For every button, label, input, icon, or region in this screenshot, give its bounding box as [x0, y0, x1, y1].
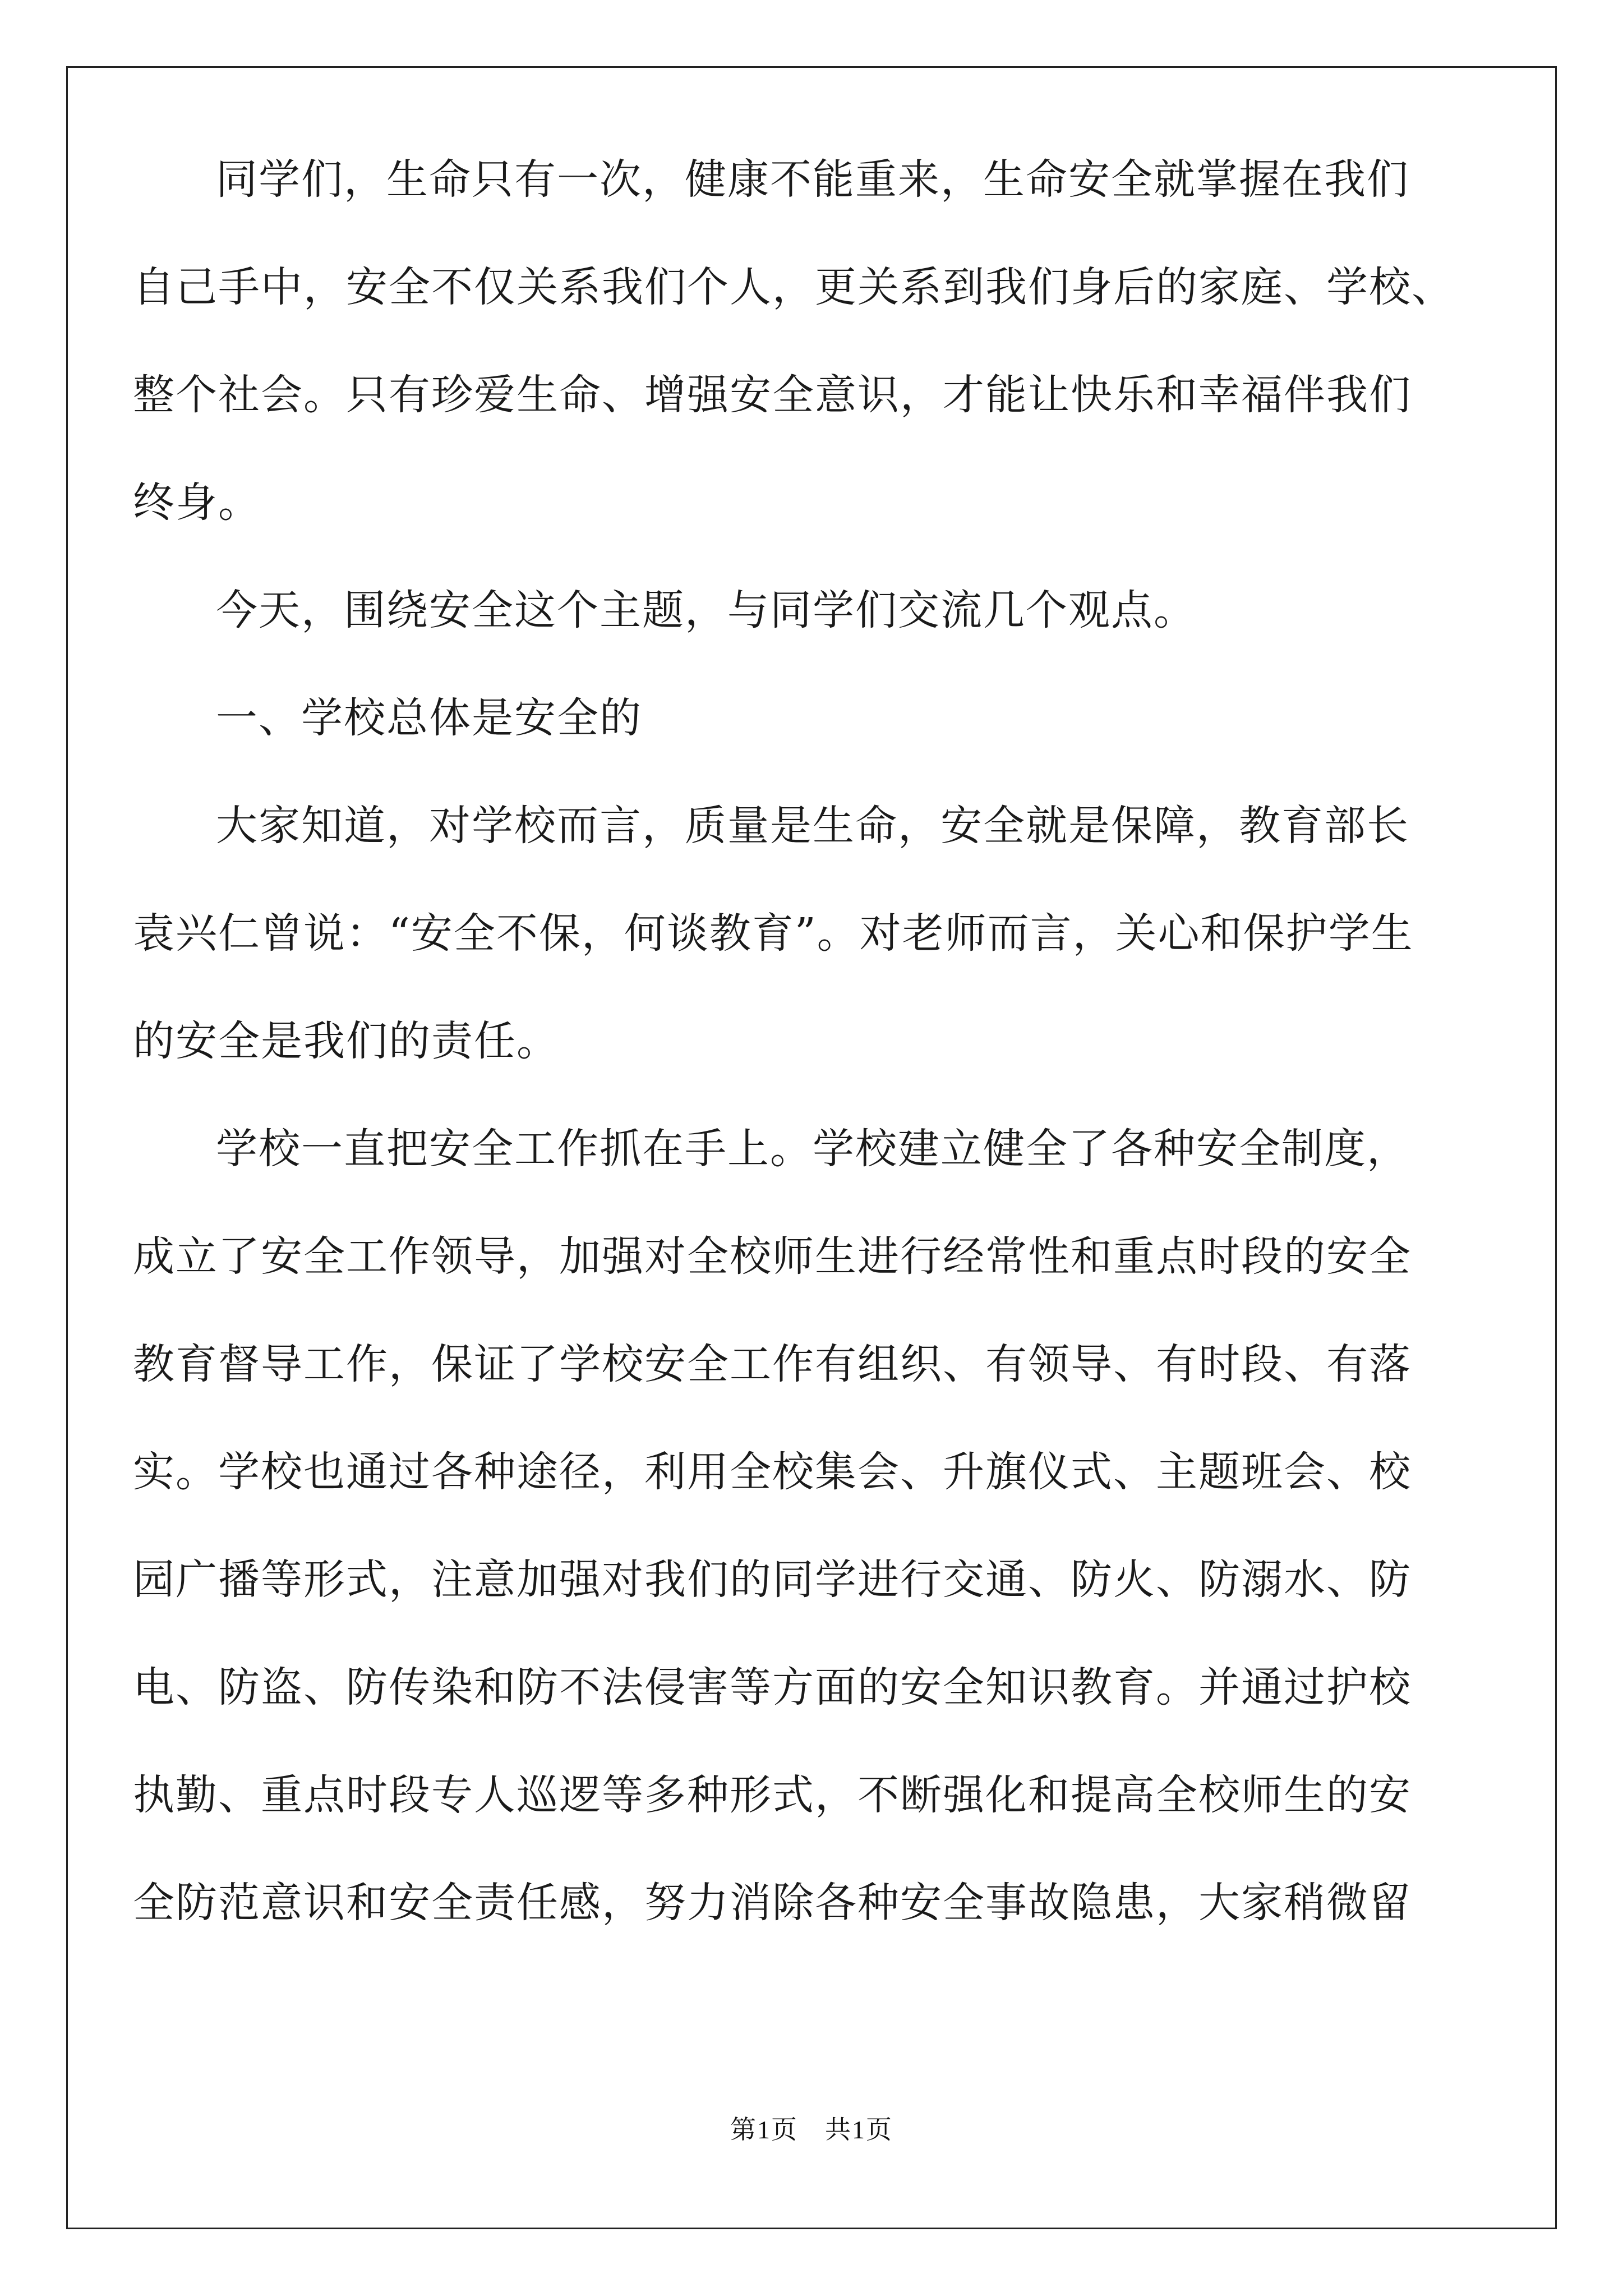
text-line: 整个社会。只有珍爱生命、增强安全意识，才能让快乐和幸福伴我们	[133, 371, 1412, 419]
text-line: 学校一直把安全工作抓在手上。学校建立健全了各种安全制度，	[216, 1125, 1409, 1173]
text-line: 大家知道，对学校而言，质量是生命，安全就是保障，教育部长	[216, 802, 1409, 850]
page-footer: 第1页 共1页	[730, 2115, 893, 2144]
text-line: 全防范意识和安全责任感，努力消除各种安全事故隐患，大家稍微留	[133, 1879, 1412, 1927]
text-line: 今天，围绕安全这个主题，与同学们交流几个观点。	[216, 586, 1196, 634]
section-heading: 一、学校总体是安全的	[216, 694, 642, 742]
text-line: 的安全是我们的责任。	[133, 1017, 559, 1065]
text-line: 教育督导工作，保证了学校安全工作有组织、有领导、有时段、有落	[133, 1340, 1412, 1388]
text-line: 同学们，生命只有一次，健康不能重来，生命安全就掌握在我们	[216, 155, 1409, 204]
text-line: 终身。	[133, 478, 261, 527]
text-line: 实。学校也通过各种途径，利用全校集会、升旗仪式、主题班会、校	[133, 1448, 1412, 1496]
text-line: 园广播等形式，注意加强对我们的同学进行交通、防火、防溺水、防	[133, 1556, 1412, 1604]
text-line: 成立了安全工作领导，加强对全校师生进行经常性和重点时段的安全	[133, 1232, 1412, 1281]
text-line: 自己手中，安全不仅关系我们个人，更关系到我们身后的家庭、学校、	[133, 263, 1454, 311]
text-line: 执勤、重点时段专人巡逻等多种形式，不断强化和提高全校师生的安	[133, 1771, 1412, 1819]
text-line: 电、防盗、防传染和防不法侵害等方面的安全知识教育。并通过护校	[133, 1663, 1412, 1711]
text-line: 袁兴仁曾说：“安全不保，何谈教育”。对老师而言，关心和保护学生	[133, 909, 1414, 958]
